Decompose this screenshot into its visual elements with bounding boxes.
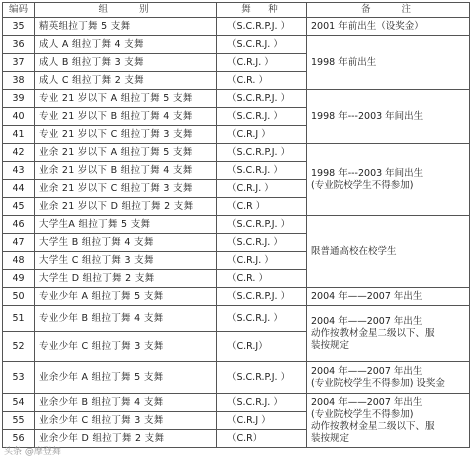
note-line: 2004 年——2007 年出生 bbox=[311, 315, 423, 327]
row-number: 39 bbox=[3, 90, 35, 108]
row-number: 52 bbox=[3, 332, 35, 362]
dance-set: （S.C.R.P.J. ） bbox=[217, 90, 307, 108]
dance-set: （C.R.J ） bbox=[217, 412, 307, 430]
dance-set: （S.C.R.P.J. ） bbox=[217, 362, 307, 394]
table-row bbox=[3, 144, 470, 162]
row-number: 44 bbox=[3, 180, 35, 198]
group-name: 专业少年 C 组拉丁舞 3 支舞 bbox=[35, 332, 217, 362]
group-name: 业余少年 B 组拉丁舞 4 支舞 bbox=[35, 394, 217, 412]
note-line: (专业院校学生不得参加) bbox=[311, 408, 414, 420]
note-cell bbox=[307, 18, 470, 36]
table-row bbox=[3, 18, 470, 36]
dance-set: （S.C.R.J. ） bbox=[217, 394, 307, 412]
dance-set: （S.C.R.P.J. ） bbox=[217, 216, 307, 234]
note-line: 2004 年——2007 年出生 bbox=[311, 396, 423, 408]
row-number: 56 bbox=[3, 430, 35, 448]
note-line: (专业院校学生不得参加) 设奖金 bbox=[311, 377, 445, 389]
table-row bbox=[3, 216, 470, 234]
note-cell bbox=[307, 216, 470, 288]
dance-set: （C.R） bbox=[217, 430, 307, 448]
table-body bbox=[3, 18, 470, 448]
group-name: 精英组拉丁舞 5 支舞 bbox=[35, 18, 217, 36]
group-name: 业余 21 岁以下 B 组拉丁舞 4 支舞 bbox=[35, 162, 217, 180]
table-row bbox=[3, 394, 470, 412]
dance-set: （S.C.R.J. ） bbox=[217, 162, 307, 180]
group-name: 业余 21 岁以下 A 组拉丁舞 5 支舞 bbox=[35, 144, 217, 162]
dance-set: （S.C.R.P.J. ） bbox=[217, 144, 307, 162]
group-name: 大学生A 组拉丁舞 5 支舞 bbox=[35, 216, 217, 234]
dance-set: （C.R. ） bbox=[217, 72, 307, 90]
table-row bbox=[3, 36, 470, 54]
group-name: 成人 B 组拉丁舞 3 支舞 bbox=[35, 54, 217, 72]
group-name: 业余少年 C 组拉丁舞 3 支舞 bbox=[35, 412, 217, 430]
group-name: 专业少年 A 组拉丁舞 5 支舞 bbox=[35, 288, 217, 306]
note-cell bbox=[307, 288, 470, 306]
row-number: 49 bbox=[3, 270, 35, 288]
note-line: 1998 年---2003 年间出生 bbox=[311, 110, 424, 122]
group-name: 专业 21 岁以下 B 组拉丁舞 4 支舞 bbox=[35, 108, 217, 126]
row-number: 46 bbox=[3, 216, 35, 234]
dance-set: （S.C.R.J. ） bbox=[217, 36, 307, 54]
row-number: 43 bbox=[3, 162, 35, 180]
note-line: 动作按教材金星二级以下、服 bbox=[311, 327, 435, 339]
group-name: 专业少年 B 组拉丁舞 4 支舞 bbox=[35, 306, 217, 332]
watermark: 头条 @摩登舞 bbox=[4, 447, 61, 457]
table-row bbox=[3, 288, 470, 306]
competition-table bbox=[2, 2, 470, 448]
note-cell bbox=[307, 394, 470, 448]
group-name: 业余少年 A 组拉丁舞 5 支舞 bbox=[35, 362, 217, 394]
note-cell bbox=[307, 306, 470, 362]
note-line: 1998 年前出生 bbox=[311, 56, 377, 68]
note-cell bbox=[307, 36, 470, 90]
row-number: 37 bbox=[3, 54, 35, 72]
note-line: 1998 年---2003 年间出生 bbox=[311, 167, 424, 179]
dance-set: （S.C.R.P.J. ） bbox=[217, 18, 307, 36]
table-header-row bbox=[3, 3, 470, 18]
note-line: 2004 年——2007 年出生 bbox=[311, 290, 423, 302]
row-number: 40 bbox=[3, 108, 35, 126]
header-dance: 舞 种 bbox=[217, 3, 307, 18]
row-number: 53 bbox=[3, 362, 35, 394]
dance-set: （S.C.R.J. ） bbox=[217, 234, 307, 252]
note-line: 2004 年——2007 年出生 bbox=[311, 365, 423, 377]
group-name: 专业 21 岁以下 A 组拉丁舞 5 支舞 bbox=[35, 90, 217, 108]
header-group: 组 别 bbox=[35, 3, 217, 18]
row-number: 36 bbox=[3, 36, 35, 54]
row-number: 35 bbox=[3, 18, 35, 36]
group-name: 业余少年 D 组拉丁舞 2 支舞 bbox=[35, 430, 217, 448]
group-name: 成人 C 组拉丁舞 2 支舞 bbox=[35, 72, 217, 90]
row-number: 51 bbox=[3, 306, 35, 332]
note-line: 装按规定 bbox=[311, 339, 350, 351]
note-line: 限普通高校在校学生 bbox=[311, 245, 397, 257]
note-line: (专业院校学生不得参加) bbox=[311, 179, 414, 191]
row-number: 55 bbox=[3, 412, 35, 430]
group-name: 大学生 B 组拉丁舞 4 支舞 bbox=[35, 234, 217, 252]
note-cell bbox=[307, 90, 470, 144]
group-name: 业余 21 岁以下 D 组拉丁舞 2 支舞 bbox=[35, 198, 217, 216]
table-row bbox=[3, 90, 470, 108]
row-number: 47 bbox=[3, 234, 35, 252]
group-name: 大学生 C 组拉丁舞 3 支舞 bbox=[35, 252, 217, 270]
dance-set: （C.R.J ） bbox=[217, 126, 307, 144]
dance-set: （S.C.R.J. ） bbox=[217, 108, 307, 126]
table-row bbox=[3, 362, 470, 394]
row-number: 38 bbox=[3, 72, 35, 90]
note-line: 装按规定 bbox=[311, 432, 350, 444]
row-number: 48 bbox=[3, 252, 35, 270]
row-number: 45 bbox=[3, 198, 35, 216]
row-number: 50 bbox=[3, 288, 35, 306]
header-note: 备 注 bbox=[307, 3, 470, 18]
row-number: 54 bbox=[3, 394, 35, 412]
group-name: 业余 21 岁以下 C 组拉丁舞 3 支舞 bbox=[35, 180, 217, 198]
note-cell bbox=[307, 362, 470, 394]
group-name: 专业 21 岁以下 C 组拉丁舞 3 支舞 bbox=[35, 126, 217, 144]
note-line: 动作按教材金星二级以下、服 bbox=[311, 420, 435, 432]
header-num: 编码 bbox=[3, 3, 35, 18]
dance-set: （S.C.R.P.J. ） bbox=[217, 288, 307, 306]
row-number: 42 bbox=[3, 144, 35, 162]
dance-set: （C.R ） bbox=[217, 198, 307, 216]
dance-set: （C.R.J. ） bbox=[217, 252, 307, 270]
dance-set: （S.C.R.J. ） bbox=[217, 306, 307, 332]
group-name: 成人 A 组拉丁舞 4 支舞 bbox=[35, 36, 217, 54]
group-name: 大学生 D 组拉丁舞 2 支舞 bbox=[35, 270, 217, 288]
dance-set: （C.R.J） bbox=[217, 332, 307, 362]
dance-set: （C.R.J. ） bbox=[217, 180, 307, 198]
dance-set: （C.R.J. ） bbox=[217, 54, 307, 72]
table-row bbox=[3, 306, 470, 332]
dance-set: （C.R. ） bbox=[217, 270, 307, 288]
note-line: 2001 年前出生（设奖金） bbox=[311, 20, 424, 32]
row-number: 41 bbox=[3, 126, 35, 144]
note-cell bbox=[307, 144, 470, 216]
